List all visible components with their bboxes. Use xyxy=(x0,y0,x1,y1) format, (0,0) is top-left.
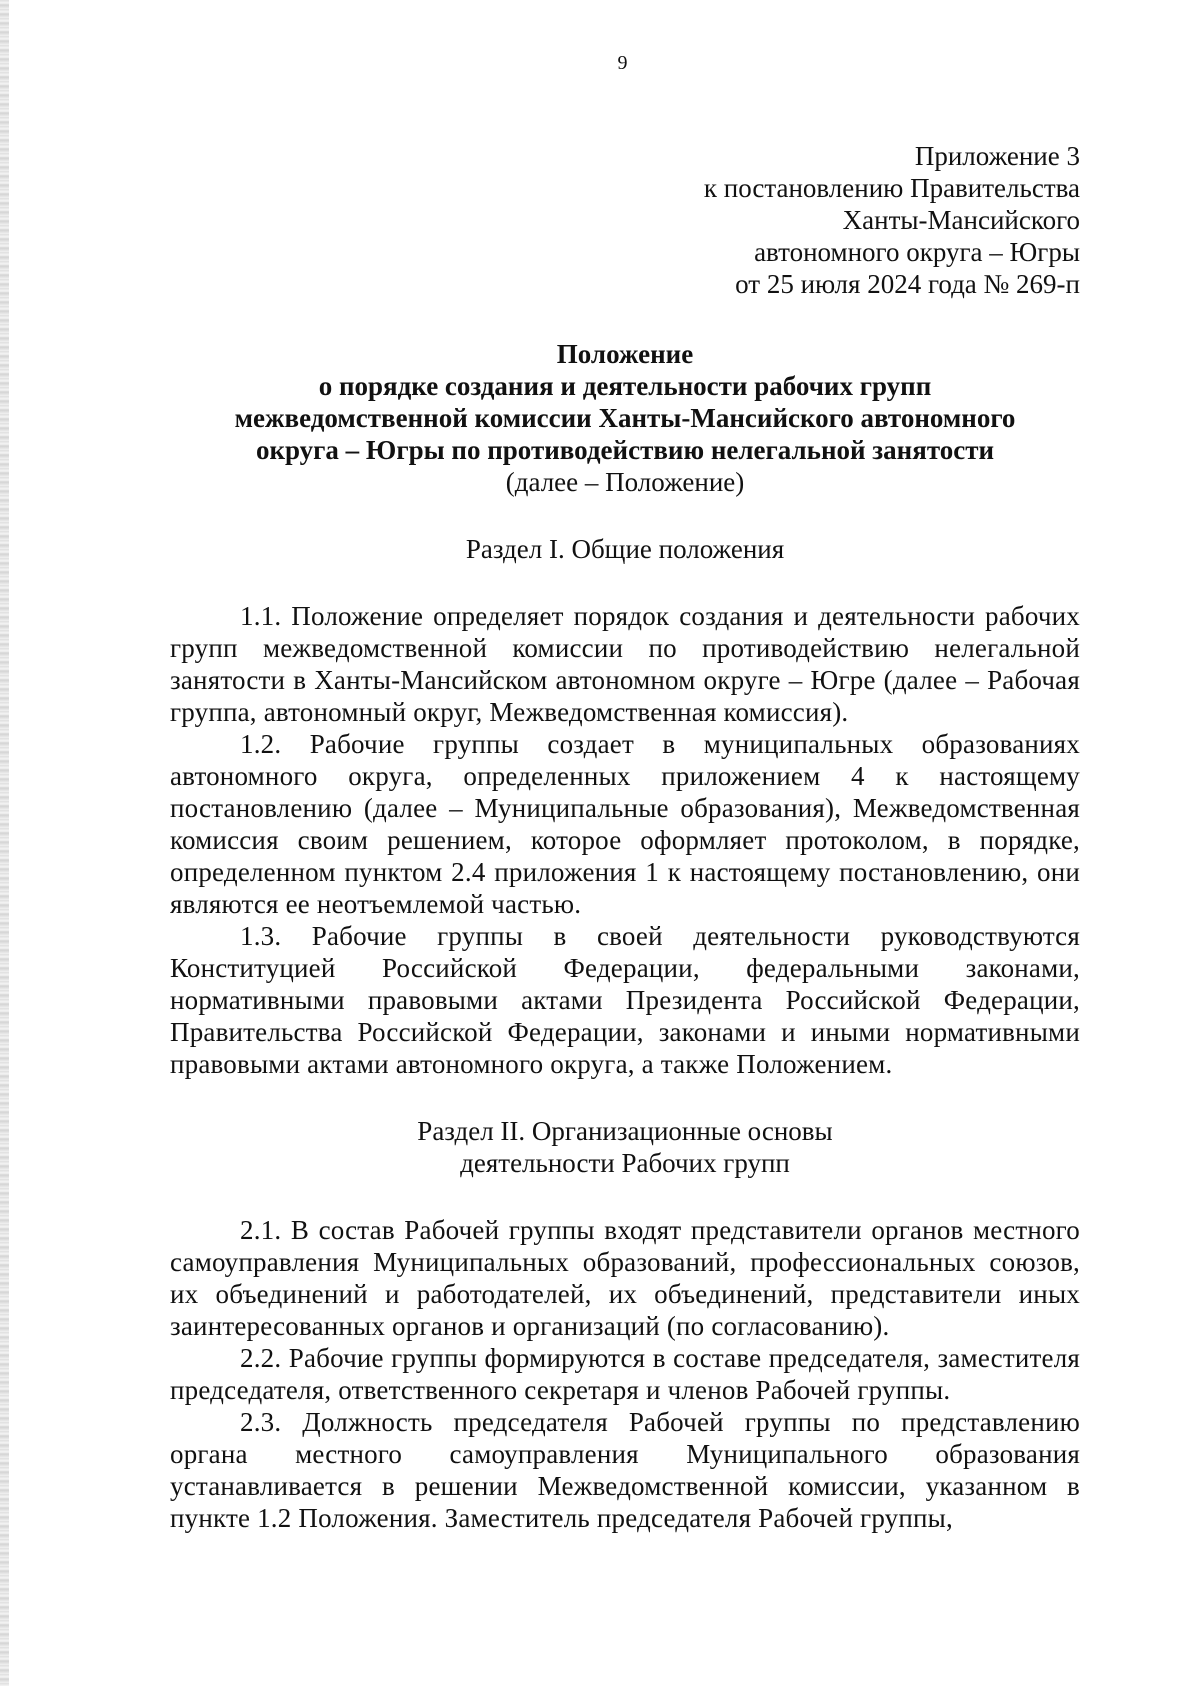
section-organizational-basis xyxy=(170,1115,1080,1534)
paragraph-2-3: 2.3. Должность председателя Рабочей группы по представлению органа местного самоуправления Муниципального образования устанавливается в решении Межведомственной комиссии, указанном в пункте 1.2 Положения. Заместитель председателя Рабочей группы, xyxy=(170,1407,1080,1533)
title-line: округа – Югры по противодействию нелегальной занятости xyxy=(255,435,995,465)
document-title xyxy=(170,338,1080,498)
paragraph-1-3: 1.3. Рабочие группы в своей деятельности руководствуются Конституцией Российской Федерации, федеральными законами, нормативными правовыми актами Президента Российской Федерации, Правительства Российской Федерации, законами и иными нормативными правовыми актами автономного округа, а также Положением. xyxy=(170,921,1080,1079)
appendix-line: от 25 июля 2024 года № 269-п xyxy=(735,269,1080,299)
appendix-block xyxy=(560,140,1080,300)
appendix-line: автономного округа – Югры xyxy=(754,237,1080,267)
paragraph-2-2: 2.2. Рабочие группы формируются в составе председателя, заместителя председателя, ответственного секретаря и членов Рабочей группы. xyxy=(170,1343,1080,1405)
section-body xyxy=(170,1214,1080,1534)
section-heading-line: Раздел II. Организационные основы xyxy=(417,1116,833,1146)
section-general-provisions xyxy=(170,533,1080,1080)
title-subtitle: (далее – Положение) xyxy=(505,467,745,497)
section-heading-line: Раздел I. Общие положения xyxy=(465,534,785,564)
page-number: 9 xyxy=(617,52,628,74)
paragraph-1-1: 1.1. Положение определяет порядок создания и деятельности рабочих групп межведомственной комиссии по противодействию нелегальной занятости в Ханты-Мансийском автономном округе – Югре (далее – Рабочая группа, автономный округ, Межведомственная комиссия). xyxy=(170,601,1080,727)
title-line: межведомственной комиссии Ханты-Мансийского автономного xyxy=(234,403,1016,433)
appendix-line: Ханты-Мансийского xyxy=(842,205,1080,235)
section-heading-line: деятельности Рабочих групп xyxy=(460,1148,790,1178)
paragraph-2-1: 2.1. В состав Рабочей группы входят представители органов местного самоуправления Муниципальных образований, профессиональных союзов, их объединений и работодателей, их объединений, представители иных заинтересованных органов и организаций (по согласованию). xyxy=(170,1215,1080,1341)
section-heading xyxy=(170,533,1080,565)
appendix-line: Приложение 3 xyxy=(914,141,1080,171)
appendix-line: к постановлению Правительства xyxy=(703,173,1080,203)
section-body xyxy=(170,600,1080,1080)
paragraph-1-2: 1.2. Рабочие группы создает в муниципальных образованиях автономного округа, определенных приложением 4 к настоящему постановлению (далее – Муниципальные образования), Межведомственная комиссия своим решением, которое оформляет протоколом, в порядке, определенном пунктом 2.4 приложения 1 к настоящему постановлению, они являются ее неотъемлемой частью. xyxy=(170,729,1080,919)
title-line: о порядке создания и деятельности рабочих групп xyxy=(318,371,932,401)
section-heading xyxy=(170,1115,1080,1179)
title-line: Положение xyxy=(556,339,694,369)
